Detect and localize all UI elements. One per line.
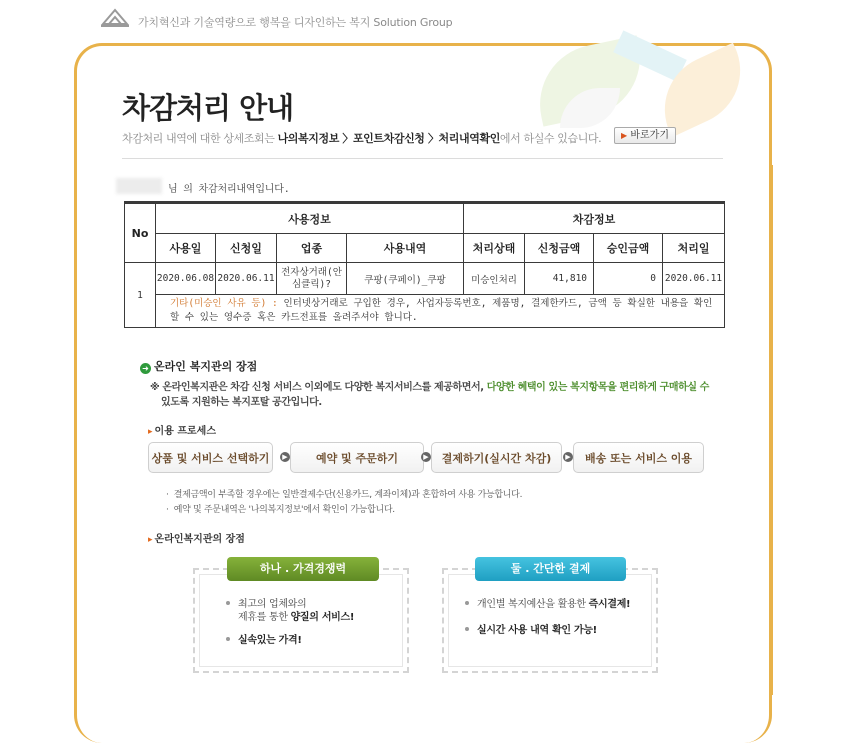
triangle-right-icon: ▸ (148, 535, 153, 545)
col-header: 업종 (277, 234, 347, 263)
advantage-box-inner (448, 574, 652, 667)
advantage-line (226, 598, 306, 612)
header-tagline: 가치혁신과 기술역량으로 행복을 디자인하는 복지 Solution Group (138, 16, 453, 29)
subtitle-path: 나의복지정보 〉포인트차감신청 〉처리내역확인 (277, 132, 500, 145)
online-description (150, 380, 710, 410)
step-delivery: 배송 또는 서비스 이용 (573, 442, 704, 473)
col-header-no: No (125, 203, 156, 263)
cell-industry: 전자상거래(안심클릭)? (277, 263, 347, 295)
col-header: 처리일 (663, 234, 725, 263)
note-label: 기타(미승인 사유 등) : (170, 298, 278, 309)
col-header: 처리상태 (464, 234, 525, 263)
cell-detail: 쿠팡(쿠페이)_쿠팡 (347, 263, 464, 295)
bullet-dot (465, 627, 469, 631)
cell-apply-date: 2020.06.11 (216, 263, 277, 295)
cell-status: 미승인처리 (464, 263, 525, 295)
subtitle-text: 차감처리 내역에 대한 상세조회는 (122, 132, 278, 145)
advantage-line (226, 634, 302, 648)
group-header-deduct: 차감정보 (464, 203, 725, 234)
col-header: 신청일 (216, 234, 277, 263)
table-note-row (125, 295, 725, 328)
go-button-label: 바로가기 (630, 130, 669, 141)
online-title-text: 온라인 복지관의 장점 (154, 360, 258, 373)
process-note: · 결제금액이 부족할 경우에는 일반결제수단(신용카드, 계좌이체)과 혼합하여 사용 가능합니다. (166, 490, 523, 500)
cell-no: 1 (125, 263, 156, 328)
advantage-line (238, 611, 354, 625)
chevron-right-icon: ▶ (563, 452, 573, 462)
advantage-label-payment: 둘 . 간단한 결제 (475, 557, 626, 581)
advantage-bold: 실시간 사용 내역 확인 가능! (477, 625, 597, 636)
bullet-dot (226, 601, 230, 605)
cell-request-amount: 41,810 (525, 263, 594, 295)
desc-text: 있도록 지원하는 복지포탈 공간입니다. (161, 397, 322, 408)
page-subtitle (122, 130, 601, 146)
advantage-line (465, 624, 597, 638)
cell-note (156, 295, 725, 328)
process-title (148, 422, 216, 437)
blurred-user-name (116, 178, 162, 194)
triangle-right-icon: ▸ (148, 427, 153, 437)
go-button[interactable] (614, 127, 676, 144)
advantages-title-text: 온라인복지관의 장점 (154, 534, 245, 545)
advantage-box-payment (442, 568, 658, 673)
advantage-label-price: 하나 . 가격경쟁력 (227, 557, 379, 581)
col-header: 승인금액 (594, 234, 663, 263)
top-bar (0, 0, 858, 38)
page-title: 차감처리 안내 (122, 91, 294, 125)
note-text: 인터넷상거래로 구입한 경우, 사업자등록번호, 제품명, 결제한카드, 금액 등 확실한 내용을 확인할 수 있는 영수증 혹은 카드전표를 올려주셔야 합니다. (170, 298, 713, 323)
table-row (125, 263, 725, 295)
cell-process-date: 2020.06.11 (663, 263, 725, 295)
bullet-dot (226, 637, 230, 641)
cell-use-date: 2020.06.08 (156, 263, 216, 295)
step-order: 예약 및 주문하기 (290, 442, 424, 473)
col-header: 사용일 (156, 234, 216, 263)
company-logo-icon (100, 6, 130, 28)
col-header: 신청금액 (525, 234, 594, 263)
col-header: 사용내역 (347, 234, 464, 263)
advantage-text: 최고의 업체와의 (238, 599, 307, 610)
subtitle-text: 에서 하실수 있습니다. (499, 132, 602, 145)
intro-text: 님 의 차감처리내역입니다. (168, 184, 290, 195)
advantages-title (148, 530, 245, 545)
desc-text: ※ 온라인복지관은 차감 신청 서비스 이외에도 다양한 복지서비스를 제공하면서, (150, 382, 487, 393)
advantage-text: 제휴를 통한 (238, 612, 291, 623)
online-section-title (140, 358, 257, 374)
process-note-text: 예약 및 주문내역은 '나의복지정보'에서 확인이 가능합니다. (173, 505, 395, 515)
arrow-circle-icon: ➜ (140, 363, 151, 374)
frame-right-edge (770, 165, 773, 695)
advantage-text: 개인별 복지예산을 활용한 (477, 599, 589, 610)
process-note-text: 결제금액이 부족할 경우에는 일반결제수단(신용카드, 계좌이체)과 혼합하여 사용 가능합니다. (173, 490, 523, 500)
process-note: · 예약 및 주문내역은 '나의복지정보'에서 확인이 가능합니다. (166, 505, 395, 515)
bullet-dot (465, 601, 469, 605)
advantage-bold: 양질의 서비스! (290, 612, 355, 623)
arrow-right-icon: ▶ (621, 131, 628, 140)
desc-highlight: 다양한 혜택이 있는 복지항목을 편리하게 구매하실 수 (486, 382, 709, 393)
step-select-product: 상품 및 서비스 선택하기 (148, 442, 273, 473)
group-header-usage: 사용정보 (156, 203, 464, 234)
divider (122, 158, 723, 159)
chevron-right-icon: ▶ (280, 452, 290, 462)
process-title-text: 이용 프로세스 (154, 426, 216, 437)
step-payment: 결제하기(실시간 차감) (431, 442, 562, 473)
advantage-bold: 실속있는 가격! (238, 635, 302, 646)
deduction-table (124, 201, 725, 328)
advantage-line (465, 598, 630, 612)
chevron-right-icon: ▶ (421, 452, 431, 462)
cell-approved-amount: 0 (594, 263, 663, 295)
advantage-bold: 즉시결제! (588, 599, 631, 610)
